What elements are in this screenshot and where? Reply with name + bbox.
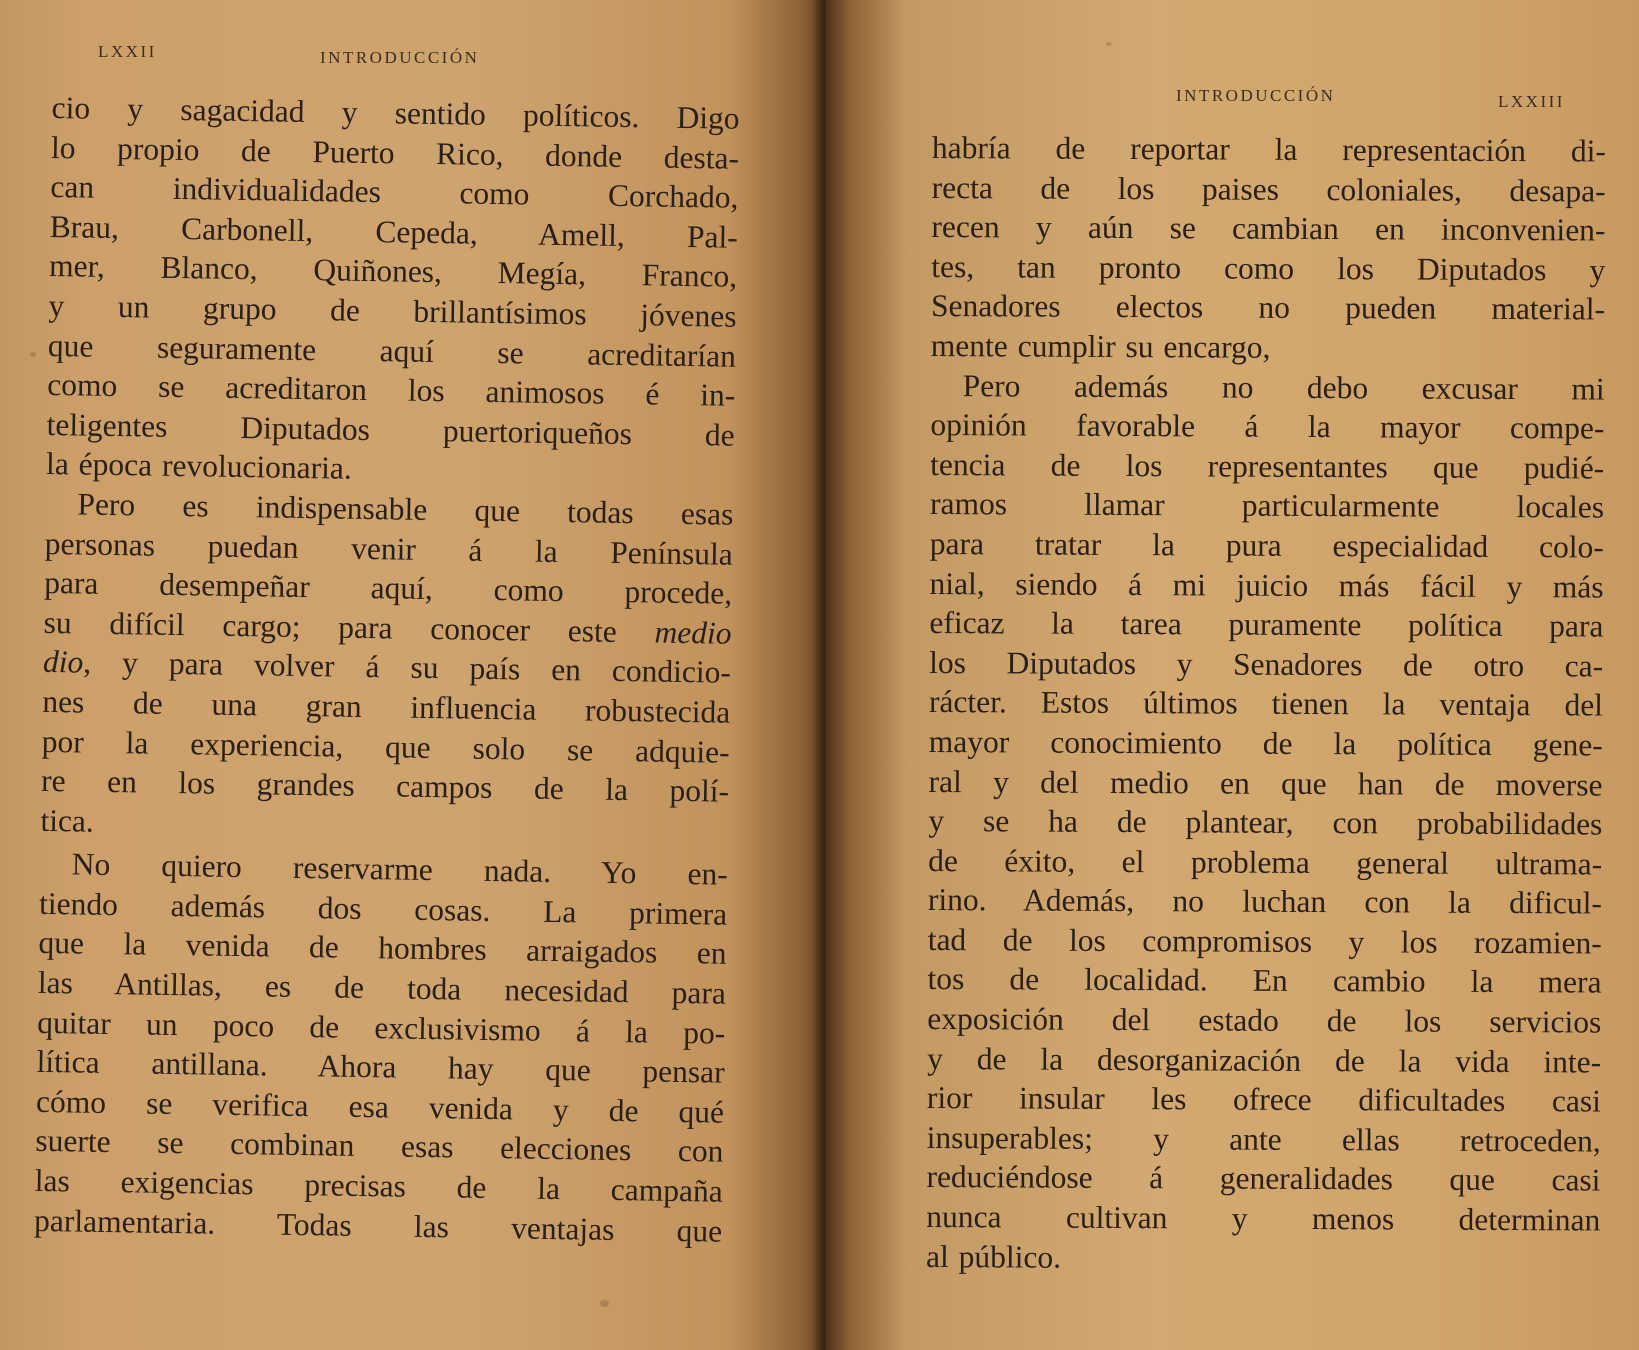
text-line: que seguramente aquí se acreditarían: [47, 327, 737, 374]
text-line: reduciéndose á generalidades que casi: [926, 1159, 1601, 1198]
text-line: personas puedan venir á la Península: [44, 525, 734, 572]
text-segment: , y para volver á su país en condicio-: [82, 644, 732, 691]
text-line: quitar un poco de exclusivismo á la po-: [37, 1004, 726, 1051]
text-line: mente cumplir su encargo,: [930, 327, 1271, 365]
text-line: tencia de los representantes que pudié-: [930, 446, 1605, 486]
left-page-number: LXXII: [98, 42, 157, 61]
text-line: ramos llamar particularmente locales: [929, 486, 1605, 525]
text-line: las Antillas, es de toda necesidad para: [37, 964, 727, 1011]
text-line: lo propio de Puerto Rico, donde desta-: [50, 129, 740, 176]
left-page-body: [34, 88, 740, 1251]
text-line: de éxito, el problema general ultrama-: [928, 842, 1603, 882]
text-line: mer, Blanco, Quiñones, Megía, Franco,: [48, 248, 738, 295]
text-line: insuperables; y ante ellas retroceden,: [926, 1119, 1601, 1159]
text-line: por la experiencia, que solo se adquie-: [41, 723, 730, 770]
text-line: los Diputados y Senadores de otro ca-: [929, 644, 1604, 684]
text-line: que la venida de hombres arraigados en: [38, 925, 727, 972]
text-line: Pero además no debo excusar mi: [962, 367, 1605, 407]
text-line: suerte se combinan esas elecciones con: [35, 1123, 724, 1170]
text-line: parlamentaria. Todas las ventajas que: [33, 1202, 723, 1249]
text-line: Pero es indispensable que todas esas: [77, 486, 734, 532]
text-line: habría de reportar la representación di-: [931, 129, 1606, 169]
right-page-body: [926, 128, 1606, 1280]
text-line: y un grupo de brillantísimos jóvenes: [48, 287, 737, 334]
text-line: nial, siendo á mi juicio más fácil y más: [929, 565, 1604, 605]
text-line: para tratar la pura especialidad colo-: [929, 525, 1604, 565]
text-line: tad de los compromisos y los rozamien-: [927, 921, 1602, 961]
right-running-title: INTRODUCCIÓN: [1176, 86, 1336, 105]
text-line: can individualidades como Corchado,: [50, 169, 739, 215]
text-line: rácter. Estos últimos tienen la ventaja del: [928, 684, 1604, 723]
text-line: tica.: [40, 802, 95, 839]
text-line: y de la desorganización de la vida inte-: [927, 1040, 1602, 1080]
text-line: nes de una gran influencia robustecida: [42, 683, 731, 730]
text-line: Brau, Carbonell, Cepeda, Amell, Pal-: [49, 208, 739, 255]
text-segment: su difícil cargo; para conocer este: [43, 604, 655, 650]
text-line: cómo se verifica esa venida y de qué: [35, 1083, 725, 1130]
text-line: la época revolucionaria.: [45, 446, 353, 487]
text-line: exposición del estado de los servicios: [927, 1001, 1602, 1040]
italic-word: dio: [42, 644, 84, 680]
text-line: teligentes Diputados puertoriqueños de: [46, 406, 735, 453]
paper-stain: [600, 1300, 609, 1307]
right-page: [826, 0, 1639, 1350]
right-page-number: LXXIII: [1498, 92, 1565, 111]
paper-stain: [1106, 42, 1112, 46]
text-line: tos de localidad. En cambio la mera: [927, 961, 1602, 1000]
italic-word: medio: [654, 614, 732, 651]
left-running-title: INTRODUCCIÓN: [320, 48, 480, 67]
text-line: rino. Además, no luchan con la dificul-: [927, 882, 1603, 921]
text-line: las exigencias precisas de la campaña: [34, 1162, 724, 1209]
text-line: ral y del medio en que han de moverse: [928, 763, 1603, 803]
text-line: No quiero reservarme nada. Yo en-: [71, 846, 729, 892]
text-line: mayor conocimiento de la política gene-: [928, 723, 1603, 763]
text-line: Senadores electos no pueden material-: [930, 288, 1606, 327]
paper-stain: [30, 352, 36, 357]
text-line: recta de los paises coloniales, desapa-: [931, 169, 1606, 209]
text-line: tiendo además dos cosas. La primera: [38, 885, 728, 932]
text-line: rior insular les ofrece dificultades casi: [926, 1080, 1602, 1119]
text-line: eficaz la tarea puramente política para: [929, 605, 1604, 644]
text-line: tes, tan pronto como los Diputados y: [931, 248, 1606, 288]
text-line: al público.: [926, 1238, 1062, 1275]
text-line: recen y aún se cambian en inconvenien-: [931, 209, 1606, 248]
text-line: cio y sagacidad y sentido políticos. Digo: [51, 89, 740, 136]
text-line: lítica antillana. Ahora hay que pensar: [36, 1044, 725, 1090]
text-line: opinión favorable á la mayor compe-: [930, 407, 1605, 446]
text-line: y se ha de plantear, con probabilidades: [928, 803, 1603, 842]
text-line: re en los grandes campos de la polí-: [40, 763, 730, 809]
text-line: para desempeñar aquí, como procede,: [43, 565, 733, 611]
text-line: como se acreditaron los animosos é in-: [47, 367, 736, 413]
text-line: nunca cultivan y menos determinan: [926, 1199, 1601, 1238]
